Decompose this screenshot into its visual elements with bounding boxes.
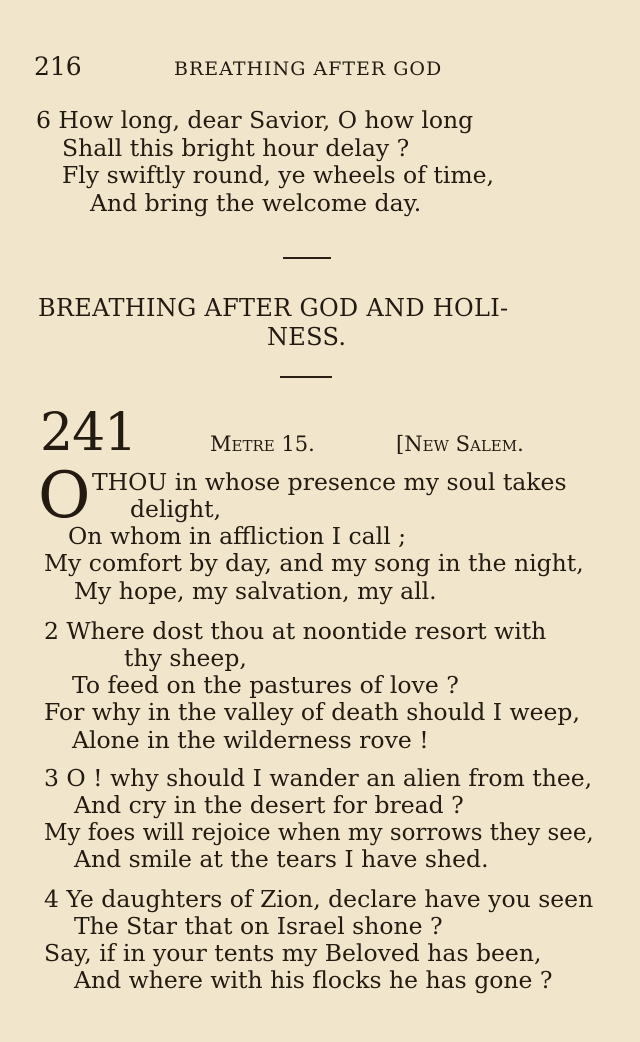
drop-cap: O (38, 459, 91, 533)
hymn-line: And smile at the tears I have shed. (74, 845, 489, 873)
previous-stanza-line: 6 How long, dear Savior, O how long (36, 106, 474, 134)
hymn-line: delight, (130, 495, 222, 523)
hymn-line: To feed on the pastures of love ? (72, 671, 459, 699)
section-heading-continued: NESS. (267, 323, 347, 351)
hymn-number: 241 (40, 403, 137, 463)
hymn-line: On whom in affliction I call ; (68, 522, 407, 550)
hymn-line: And cry in the desert for bread ? (74, 791, 464, 819)
running-title: BREATHING AFTER GOD (174, 58, 443, 80)
hymn-tune-name: [New Salem. (396, 432, 524, 456)
section-heading: BREATHING AFTER GOD AND HOLI- (38, 294, 509, 322)
hymn-line: 2 Where dost thou at noontide resort with (44, 617, 547, 645)
page-number: 216 (34, 52, 82, 81)
hymn-line: My comfort by day, and my song in the night, (44, 549, 584, 577)
hymn-metre: Metre 15. (210, 432, 315, 456)
hymn-line: And where with his flocks he has gone ? (74, 966, 553, 994)
hymn-line: My hope, my salvation, my all. (74, 577, 437, 605)
hymn-line: thy sheep, (124, 644, 247, 672)
hymn-line: For why in the valley of death should I weep, (44, 698, 580, 726)
hymn-line: THOU in whose presence my soul takes (92, 468, 567, 496)
section-divider-rule (280, 376, 332, 378)
hymn-line: My foes will rejoice when my sorrows they see, (44, 818, 594, 846)
section-divider-rule (283, 257, 331, 259)
hymn-line: The Star that on Israel shone ? (74, 912, 443, 940)
previous-stanza-line: And bring the welcome day. (90, 189, 422, 217)
hymn-line: Say, if in your tents my Beloved has been, (44, 939, 542, 967)
previous-stanza-line: Shall this bright hour delay ? (62, 134, 410, 162)
running-head (34, 52, 550, 84)
hymn-line: Alone in the wilderness rove ! (72, 726, 429, 754)
previous-stanza-line: Fly swiftly round, ye wheels of time, (62, 161, 494, 189)
hymn-line: 4 Ye daughters of Zion, declare have you seen (44, 885, 594, 913)
hymn-line: 3 O ! why should I wander an alien from thee, (44, 764, 593, 792)
